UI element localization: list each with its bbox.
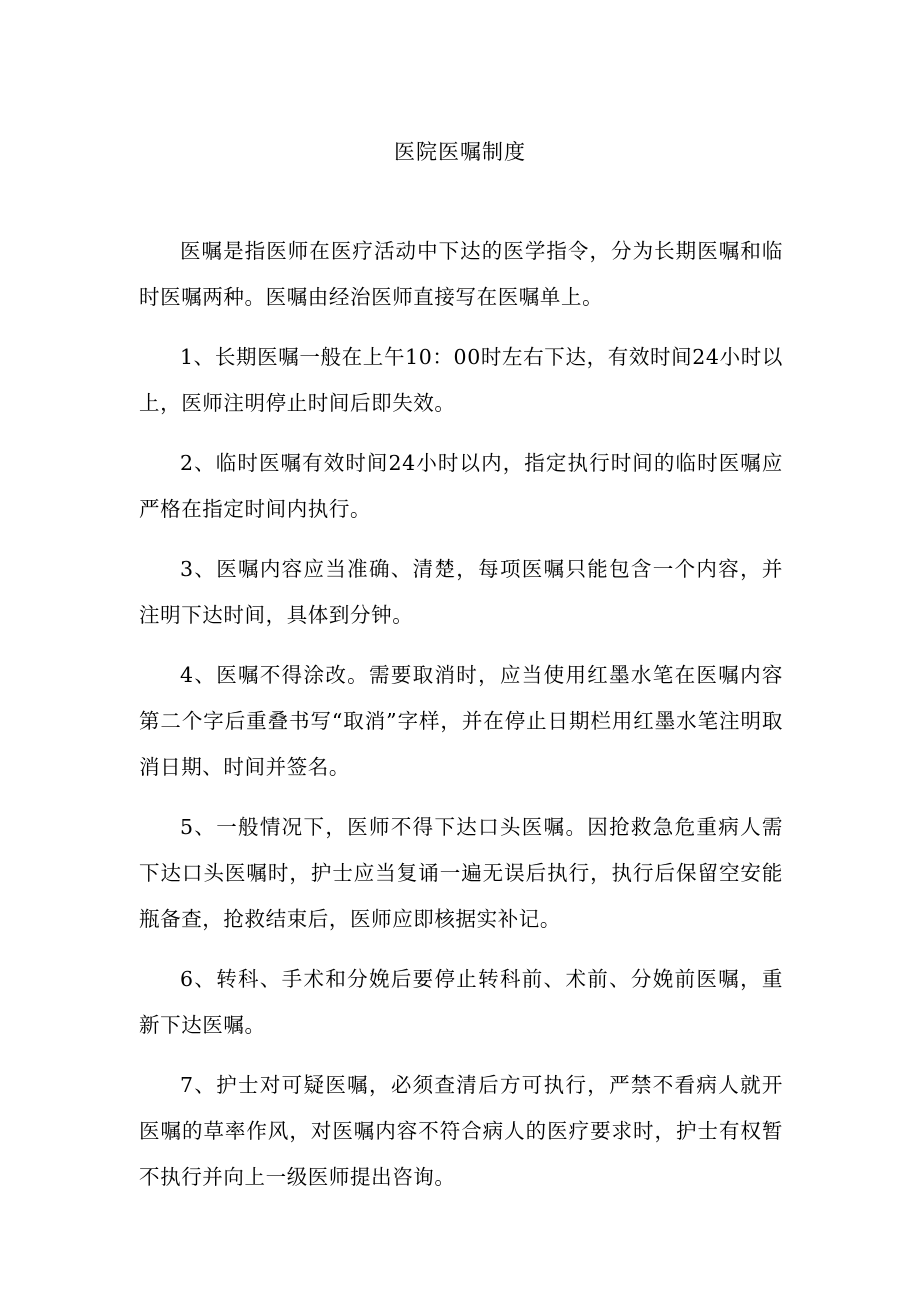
rule-paragraph-3: 3、医嘱内容应当准确、清楚，每项医嘱只能包含一个内容，并注明下达时间，具体到分钟。	[139, 557, 783, 627]
rule-paragraph-5: 5、一般情况下，医师不得下达口头医嘱。因抢救急危重病人需下达口头医嘱时，护士应当复诵一遍无误后执行，执行后保留空安能瓶备查，抢救结束后，医师应即核据实补记。	[139, 815, 783, 931]
rule-paragraph-6: 6、转科、手术和分娩后要停止转科前、术前、分娩前医嘱，重新下达医嘱。	[139, 967, 783, 1037]
rule-paragraph-4: 4、医嘱不得涂改。需要取消时，应当使用红墨水笔在医嘱内容第二个字后重叠书写“取消”字样，并在停止日期栏用红墨水笔注明取消日期、时间并签名。	[139, 663, 783, 779]
rule-paragraph-2: 2、临时医嘱有效时间24小时以内，指定执行时间的临时医嘱应严格在指定时间内执行。	[139, 451, 783, 521]
document-body	[139, 228, 783, 1214]
rule-paragraph-7: 7、护士对可疑医嘱，必须查清后方可执行，严禁不看病人就开医嘱的草率作风，对医嘱内容不符合病人的医疗要求时，护士有权暂不执行并向上一级医师提出咨询。	[139, 1073, 783, 1189]
intro-paragraph: 医嘱是指医师在医疗活动中下达的医学指令，分为长期医嘱和临时医嘱两种。医嘱由经治医师直接写在医嘱单上。	[139, 239, 783, 309]
rule-paragraph-1: 1、长期医嘱一般在上午10：00时左右下达，有效时间24小时以上，医师注明停止时间后即失效。	[139, 345, 783, 415]
document-title: 医院医嘱制度	[394, 140, 526, 164]
